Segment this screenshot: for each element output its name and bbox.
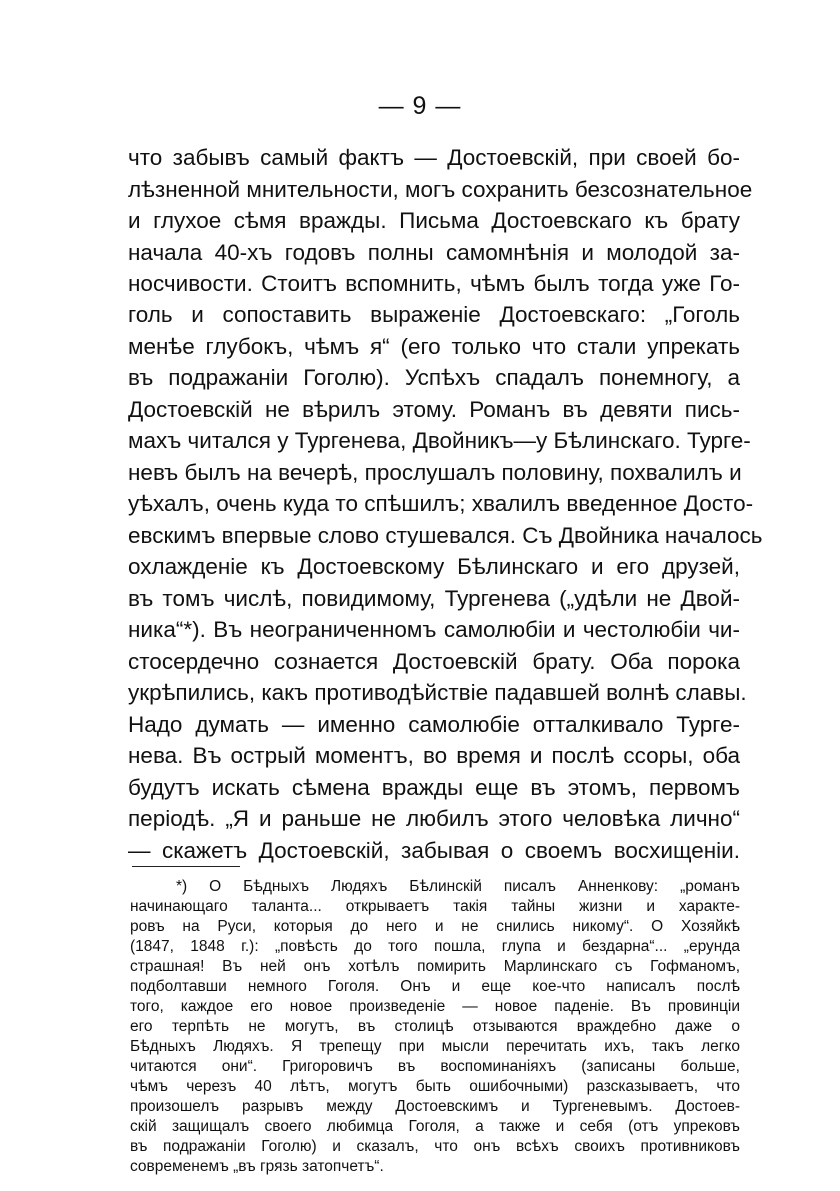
footnote-line: (1847, 1848 г.): „повѣсть до того пошла, глупа и бездарна“... „ерунда bbox=[130, 938, 740, 955]
footnote-line: современемъ „въ грязь затопчетъ“. bbox=[130, 1158, 384, 1175]
footnote-line: скій защищалъ своего любимца Гоголя, а также и себя (отъ упрековъ bbox=[130, 1118, 740, 1135]
text-line: въ подражаніи Гоголю). Успѣхъ спадалъ понемногу, а bbox=[128, 365, 740, 390]
text-line: укрѣпились, какъ противодѣйствіе падавшей волнѣ славы. bbox=[128, 680, 747, 705]
text-line: уѣхалъ, очень куда то спѣшилъ; хвалилъ введенное Досто- bbox=[128, 491, 754, 516]
text-line: нева. Въ острый моментъ, во время и послѣ ссоры, оба bbox=[128, 743, 740, 768]
footnote-line: чѣмъ черезъ 40 лѣтъ, могутъ быть ошибочными) разсказываетъ, что bbox=[130, 1078, 740, 1095]
text-line: евскимъ впервые слово стушевался. Съ Двойника началось bbox=[128, 523, 763, 548]
footnote-line: въ подражаніи Гоголю) и сказалъ, что онъ всѣхъ своихъ противниковъ bbox=[130, 1138, 740, 1155]
text-line: невъ былъ на вечерѣ, прослушалъ половину, похвалилъ и bbox=[128, 460, 742, 485]
text-line: Надо думать — именно самолюбіе отталкивало Турге- bbox=[128, 712, 740, 737]
footnote-divider bbox=[132, 866, 240, 867]
footnote-line: подболтавши немного Гоголя. Онъ и еще кое-что написалъ послѣ bbox=[130, 978, 740, 995]
text-line: ника“*). Въ неограниченномъ самолюбіи и честолюбіи чи- bbox=[128, 617, 740, 642]
text-line: охлажденіе къ Достоевскому Бѣлинскаго и его друзей, bbox=[128, 554, 740, 579]
footnote-line: страшная! Въ ней онъ хотѣлъ помирить Марлинскаго съ Гофманомъ, bbox=[130, 958, 740, 975]
text-line: носчивости. Стоитъ вспомнить, чѣмъ былъ тогда уже Го- bbox=[128, 271, 740, 296]
page-number: — 9 — bbox=[378, 92, 462, 120]
text-line: махъ читался у Тургенева, Двойникъ—у Бѣлинскаго. Турге- bbox=[128, 428, 751, 453]
footnote-line: *) О Бѣдныхъ Людяхъ Бѣлинскій писалъ Анненкову: „романъ bbox=[176, 878, 740, 895]
text-line: менѣе глубокъ, чѣмъ я“ (его только что стали упрекать bbox=[128, 334, 740, 359]
text-line: — скажетъ Достоевскій, забывая о своемъ восхищеніи. bbox=[128, 838, 740, 863]
text-line: начала 40-хъ годовъ полны самомнѣнія и молодой за- bbox=[128, 240, 740, 265]
footnote-line: читаются они“. Григоровичъ въ воспоминаніяхъ (записаны больше, bbox=[130, 1058, 740, 1075]
text-line: Достоевскій не вѣрилъ этому. Романъ въ девяти пись- bbox=[128, 397, 740, 422]
footnote-line: ровъ на Руси, которыя до него и не снились никому“. О Хозяйкѣ bbox=[130, 918, 740, 935]
footnote-line: Бѣдныхъ Людяхъ. Я трепещу при мысли перечитать ихъ, такъ легко bbox=[130, 1038, 740, 1055]
footnote-line: его терпѣть не могутъ, въ столицѣ отзываются враждебно даже о bbox=[130, 1018, 740, 1035]
text-line: и глухое сѣмя вражды. Письма Достоевскаго къ брату bbox=[128, 208, 740, 233]
text-line: что забывъ самый фактъ — Достоевскій, при своей бо- bbox=[128, 145, 740, 170]
footnote-line: того, каждое его новое произведеніе — новое паденіе. Въ провинціи bbox=[130, 998, 740, 1015]
footnote-line: начинающаго таланта... открываетъ такія тайны жизни и характе- bbox=[130, 898, 740, 915]
text-line: лѣзненной мнительности, могъ сохранить безсознательное bbox=[128, 177, 753, 202]
text-line: стосердечно сознается Достоевскій брату. Оба порока bbox=[128, 649, 740, 674]
text-line: періодѣ. „Я и раньше не любилъ этого человѣка лично“ bbox=[128, 806, 740, 831]
text-line: голь и сопоставить выраженіе Достоевскаго: „Гоголь bbox=[128, 302, 740, 327]
footnote-line: произошелъ разрывъ между Достоевскимъ и Тургеневымъ. Достоев- bbox=[130, 1098, 740, 1115]
text-line: будутъ искать сѣмена вражды еще въ этомъ, первомъ bbox=[128, 775, 740, 800]
text-line: въ томъ числѣ, повидимому, Тургенева („удѣли не Двой- bbox=[128, 586, 740, 611]
